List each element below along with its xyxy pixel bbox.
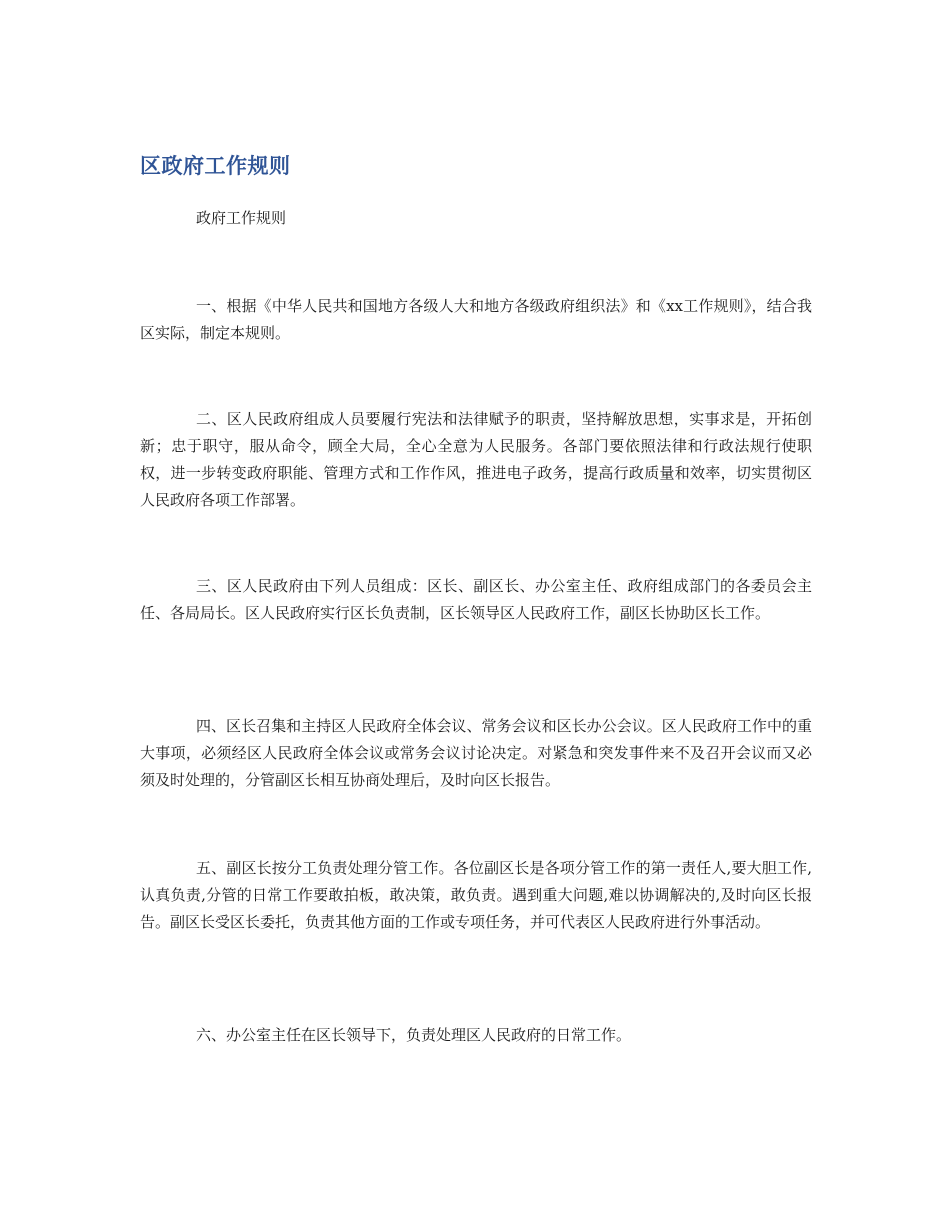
paragraph-5: 五、副区长按分工负责处理分管工作。各位副区长是各项分管工作的第一责任人,要大胆工作,认真负责,分管的日常工作要敢拍板，敢决策，敢负责。遇到重大问题,难以协调解决的,及时向区长报告。副区长受区长委托，负责其他方面的工作或专项任务，并可代表区人民政府进行外事活动。 [140, 859, 812, 931]
paragraph-1: 一、根据《中华人民共和国地方各级人大和地方各级政府组织法》和《xx工作规则》，结合我区实际，制定本规则。 [140, 297, 812, 342]
paragraph-3: 三、区人民政府由下列人员组成：区长、副区长、办公室主任、政府组成部门的各委员会主任、各局局长。区人民政府实行区长负责制，区长领导区人民政府工作，副区长协助区长工作。 [140, 577, 812, 622]
paragraph-6: 六、办公室主任在区长领导下，负责处理区人民政府的日常工作。 [196, 1026, 632, 1044]
document-subtitle: 政府工作规则 [196, 209, 287, 227]
paragraph-4: 四、区长召集和主持区人民政府全体会议、常务会议和区长办公会议。区人民政府工作中的重大事项，必须经区人民政府全体会议或常务会议讨论决定。对紧急和突发事件来不及召开会议而又必须及时处理的，分管副区长相互协商处理后，及时向区长报告。 [140, 717, 812, 789]
document-title: 区政府工作规则 [140, 154, 291, 178]
paragraph-2: 二、区人民政府组成人员要履行宪法和法律赋予的职责，坚持解放思想，实事求是，开拓创新；忠于职守，服从命令，顾全大局，全心全意为人民服务。各部门要依照法律和行政法规行使职权，进一步转变政府职能、管理方式和工作作风，推进电子政务，提高行政质量和效率，切实贯彻区人民政府各项工作部署。 [140, 410, 812, 509]
